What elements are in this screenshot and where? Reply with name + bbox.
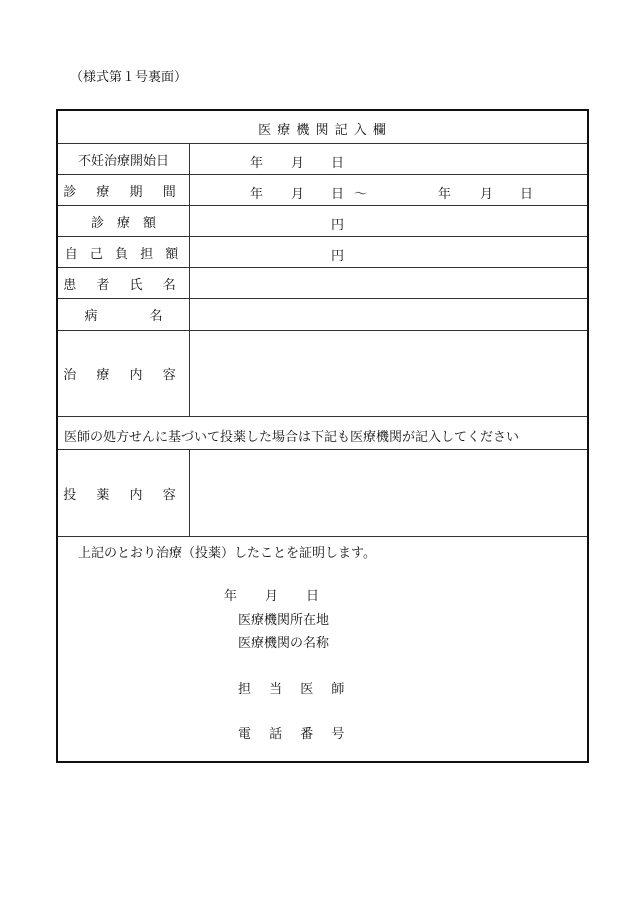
period-start-month: 月 (291, 187, 305, 202)
self-pay-row (58, 237, 587, 268)
medication-label: 投 薬 内 容 (58, 450, 190, 536)
treatment-field[interactable] (190, 331, 587, 416)
instruction-row (58, 417, 587, 450)
phone-number-label: 電 話 番 号 (238, 727, 352, 742)
medical-institution-form (56, 109, 589, 763)
patient-name-field[interactable] (190, 268, 587, 298)
form-number-note: （様式第１号裏面） (70, 70, 188, 85)
fee-unit: 円 (331, 218, 345, 233)
fee-row (58, 206, 587, 237)
start-date-field[interactable] (190, 144, 587, 174)
period-tilde: ～ (354, 187, 368, 202)
self-pay-field[interactable] (190, 237, 587, 267)
period-end-month: 月 (480, 187, 494, 202)
patient-name-row (58, 268, 587, 299)
attending-doctor-label: 担 当 医 師 (238, 682, 352, 697)
form-title-row (58, 111, 587, 144)
form-title: 医 療 機 関 記 入 欄 (258, 123, 387, 138)
institution-address-label: 医療機関所在地 (238, 613, 330, 628)
period-start-year: 年 (250, 187, 264, 202)
certification-statement: 上記のとおり治療（投薬）したことを証明します。 (78, 546, 376, 561)
treatment-row (58, 331, 587, 417)
certification-section (58, 537, 587, 761)
start-date-row (58, 144, 587, 175)
disease-name-row (58, 299, 587, 331)
fee-label: 診 療 額 (58, 206, 190, 236)
disease-name-field[interactable] (190, 299, 587, 330)
institution-name-label: 医療機関の名称 (238, 636, 330, 651)
medication-row (58, 450, 587, 537)
period-field[interactable] (190, 175, 587, 205)
self-pay-label: 自 己 負 担 額 (58, 237, 190, 267)
certification-month: 月 (265, 589, 279, 604)
start-date-day: 日 (331, 156, 345, 171)
self-pay-unit: 円 (331, 249, 345, 264)
certification-day: 日 (306, 589, 320, 604)
medication-field[interactable] (190, 450, 587, 536)
period-row (58, 175, 587, 206)
period-end-day: 日 (520, 187, 534, 202)
start-date-month: 月 (291, 156, 305, 171)
fee-field[interactable] (190, 206, 587, 236)
period-label: 診 療 期 間 (58, 175, 190, 205)
start-date-year: 年 (250, 156, 264, 171)
disease-name-label: 病 名 (58, 299, 190, 330)
start-date-label: 不妊治療開始日 (58, 144, 190, 174)
certification-year: 年 (224, 589, 238, 604)
patient-name-label: 患 者 氏 名 (58, 268, 190, 298)
period-end-year: 年 (438, 187, 452, 202)
period-start-day: 日 (331, 187, 345, 202)
treatment-label: 治 療 内 容 (58, 331, 190, 416)
medication-instruction: 医師の処方せんに基づいて投薬した場合は下記も医療機関が記入してください (64, 430, 520, 445)
